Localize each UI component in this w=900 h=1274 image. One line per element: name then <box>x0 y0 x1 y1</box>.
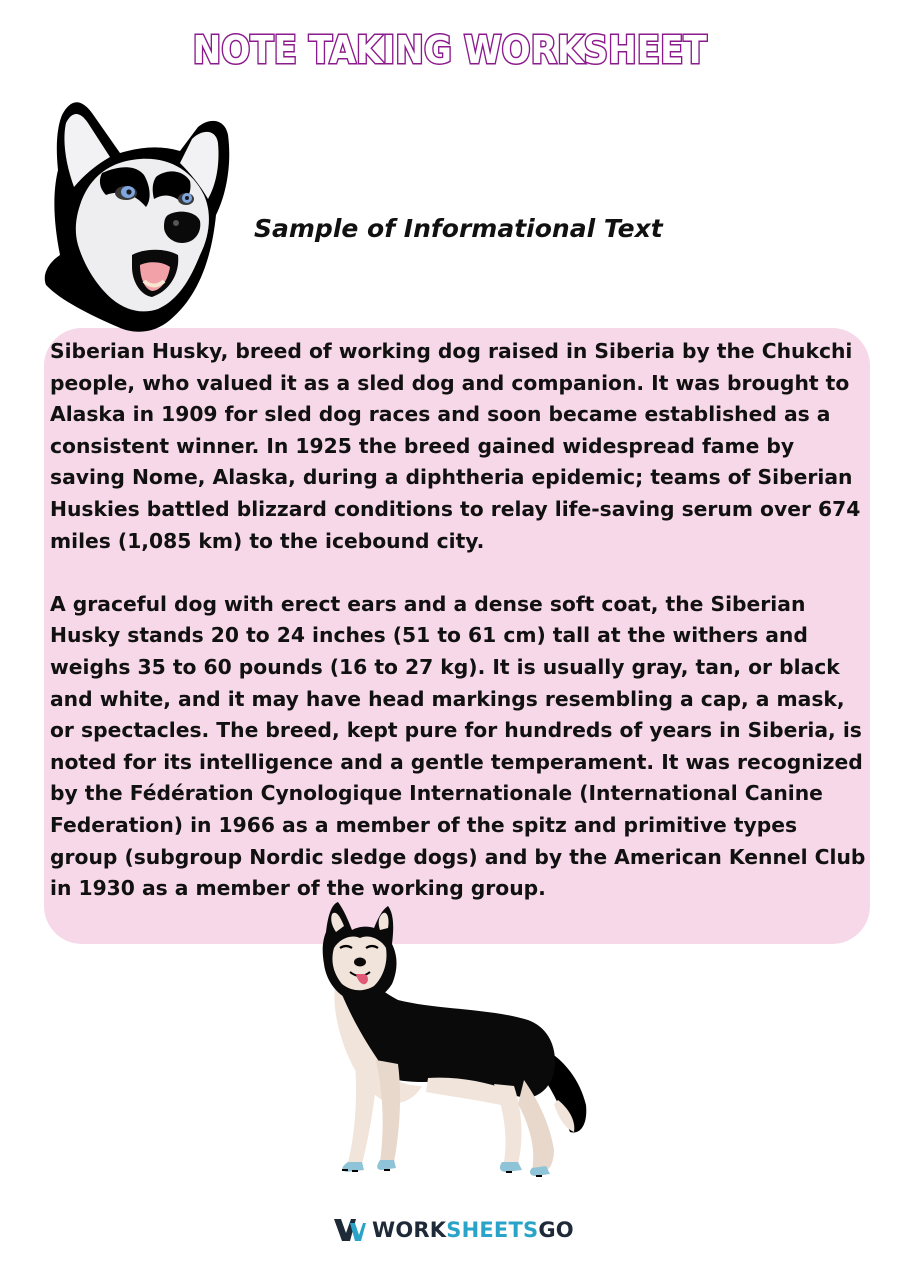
husky-standing-icon <box>318 900 598 1190</box>
paragraph-1: Siberian Husky, breed of working dog raised in Siberia by the Chukchi people, who valued it as a sled dog and companion. It was brought to Alaska in 1909 for sled dog races and soon became established as a consistent winner. In 1925 the breed gained widespread fame by saving Nome, Alaska, during a diphtheria epidemic; teams of Siberian Huskies battled blizzard conditions to relay life-saving serum over 674 miles (1,085 km) to the icebound city. <box>50 339 861 553</box>
page-title <box>0 28 900 72</box>
page-title-text: NOTE TAKING WORKSHEET <box>192 28 708 72</box>
brand-name <box>372 1218 574 1242</box>
brand-name-part1: WORK <box>372 1218 447 1242</box>
husky-head-icon <box>40 95 235 335</box>
brand-name-part2: SHEETS <box>446 1218 539 1242</box>
paragraph-2: A graceful dog with erect ears and a dense soft coat, the Siberian Husky stands 20 to 24 inches (51 to 61 cm) tall at the withers and weighs 35 to 60 pounds (16 to 27 kg). It is usually gray, tan, or black and white, and it may have head markings resembling a cap, a mask, or spectacles. The breed, kept pure for hundreds of years in Siberia, is noted for its intelligence and a gentle temperament. It was recognized by the Fédération Cynologique Internationale (International Canine Federation) in 1966 as a member of the spitz and primitive types group (subgroup Nordic sledge dogs) and by the American Kennel Club in 1930 as a member of the working group. <box>50 591 866 901</box>
article-body <box>50 336 870 936</box>
subtitle: Sample of Informational Text <box>254 214 663 243</box>
worksheetsgo-logo-icon <box>334 1219 366 1241</box>
brand-logo <box>334 1216 574 1244</box>
brand-name-part3: GO <box>538 1218 574 1242</box>
